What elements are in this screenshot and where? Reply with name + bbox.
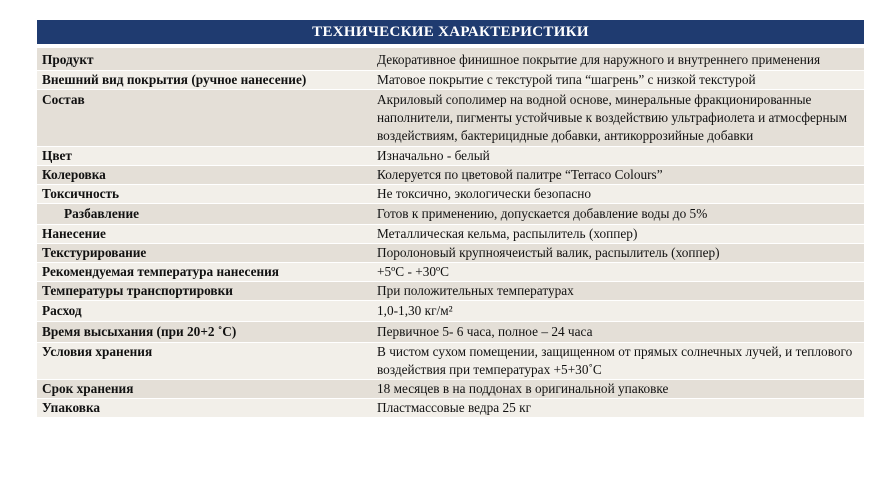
table-row bbox=[37, 343, 864, 380]
row-label: Расход bbox=[37, 301, 372, 322]
row-label: Время высыхания (при 20+2 ˚С) bbox=[37, 322, 372, 343]
table-row bbox=[37, 71, 864, 90]
row-value: Пластмассовые ведра 25 кг bbox=[372, 399, 864, 418]
row-label: Температуры транспортировки bbox=[37, 282, 372, 301]
row-value: В чистом сухом помещении, защищенном от прямых солнечных лучей, и теплового воздействия при температурах +5+30˚С bbox=[372, 343, 864, 380]
table-row bbox=[37, 399, 864, 418]
row-value: Декоративное финишное покрытие для наружного и внутреннего применения bbox=[372, 48, 864, 71]
row-label: Условия хранения bbox=[37, 343, 372, 380]
row-label: Колеровка bbox=[37, 166, 372, 185]
row-value: Акриловый сополимер на водной основе, минеральные фракционированные наполнители, пигменты устойчивые к воздействию ультрафиолета и атмосферным воздействиям, бактерицидные добавки, антикоррозийные добавки bbox=[372, 90, 864, 147]
row-value: Не токсично, экологически безопасно bbox=[372, 185, 864, 204]
row-label: Рекомендуемая температура нанесения bbox=[37, 263, 372, 282]
row-label: Состав bbox=[37, 90, 372, 147]
table-row bbox=[37, 90, 864, 147]
row-label: Цвет bbox=[37, 147, 372, 166]
row-label: Нанесение bbox=[37, 225, 372, 244]
table-row bbox=[37, 147, 864, 166]
spec-table bbox=[37, 48, 864, 418]
row-value: При положительных температурах bbox=[372, 282, 864, 301]
row-value: Колеруется по цветовой палитре “Terraco Colours” bbox=[372, 166, 864, 185]
row-value: Матовое покрытие с текстурой типа “шагрень” с низкой текстурой bbox=[372, 71, 864, 90]
row-value: +5ºС - +30ºС bbox=[372, 263, 864, 282]
row-label: Внешний вид покрытия (ручное нанесение) bbox=[37, 71, 372, 90]
row-value: Первичное 5- 6 часа, полное – 24 часа bbox=[372, 322, 864, 343]
table-row bbox=[37, 204, 864, 225]
table-row bbox=[37, 166, 864, 185]
table-row bbox=[37, 263, 864, 282]
row-value: 18 месяцев в на поддонах в оригинальной упаковке bbox=[372, 380, 864, 399]
row-label: Текстурирование bbox=[37, 244, 372, 263]
table-row bbox=[37, 380, 864, 399]
spec-sheet bbox=[37, 20, 864, 418]
table-row bbox=[37, 225, 864, 244]
row-label: Срок хранения bbox=[37, 380, 372, 399]
row-label: Упаковка bbox=[37, 399, 372, 418]
table-title: ТЕХНИЧЕСКИЕ ХАРАКТЕРИСТИКИ bbox=[37, 20, 864, 44]
table-row bbox=[37, 322, 864, 343]
row-label: Разбавление bbox=[37, 204, 372, 225]
row-value: 1,0-1,30 кг/м² bbox=[372, 301, 864, 322]
row-label: Продукт bbox=[37, 48, 372, 71]
table-row bbox=[37, 48, 864, 71]
table-row bbox=[37, 185, 864, 204]
row-label: Токсичность bbox=[37, 185, 372, 204]
row-value: Готов к применению, допускается добавление воды до 5% bbox=[372, 204, 864, 225]
table-row bbox=[37, 282, 864, 301]
row-value: Металлическая кельма, распылитель (хоппер) bbox=[372, 225, 864, 244]
row-value: Поролоновый крупноячеистый валик, распылитель (хоппер) bbox=[372, 244, 864, 263]
row-value: Изначально - белый bbox=[372, 147, 864, 166]
table-row bbox=[37, 244, 864, 263]
table-row bbox=[37, 301, 864, 322]
